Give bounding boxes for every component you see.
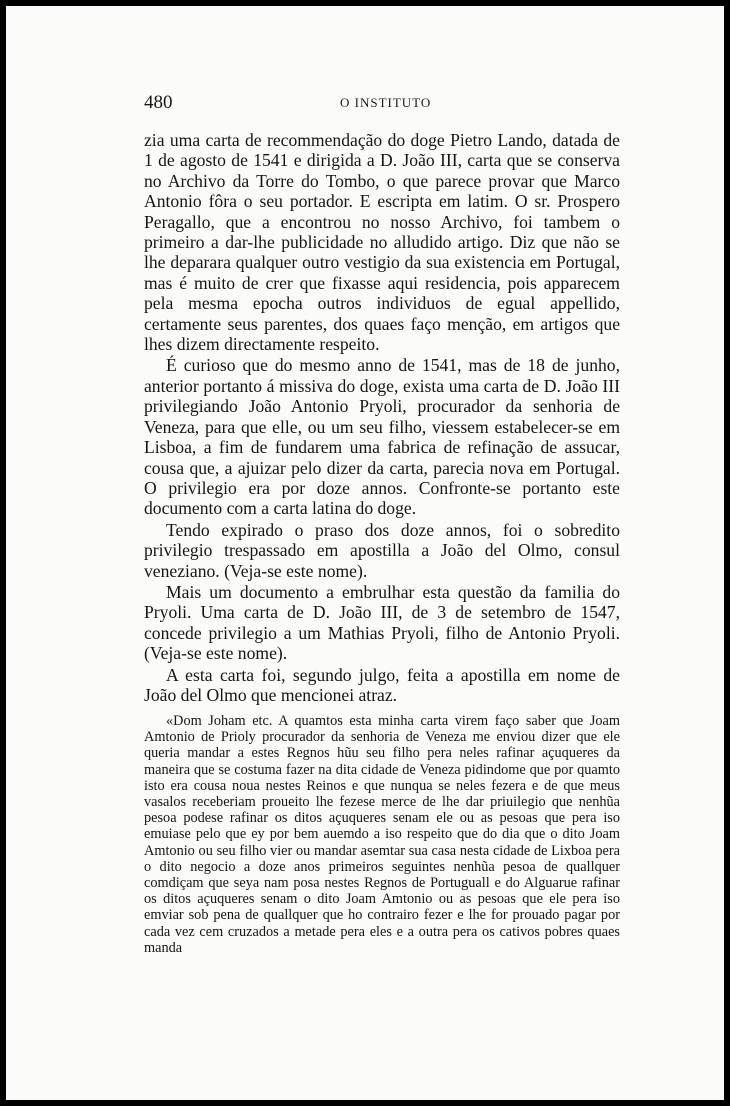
page-header [144,92,620,116]
paragraph: zia uma carta de recommendação do doge Pietro Lando, datada de 1 de agosto de 1541 e dirigida a D. João III, carta que se conserva no Archivo da Torre do Tombo, o que parece provar que Marco Antonio fôra o seu portador. E escripta em latim. O sr. Prospero Peragallo, que a encontrou no nosso Archivo, foi tambem o primeiro a dar-lhe publicidade no alludido artigo. Diz que não se lhe deparara qualquer outro vestigio da sua existencia em Portugal, mas é muito de crer que fixasse aqui residencia, pois apparecem pela mesma epocha outros individuos de egual appellido, certamente seus parentes, dos quaes faço menção, em artigos que lhes dizem directamente respeito. [144,130,620,355]
paragraph: É curioso que do mesmo anno de 1541, mas de 18 de junho, anterior portanto á missiva do doge, exista uma carta de D. João III privilegiando João Antonio Pryoli, procurador da senhoria de Veneza, para que elle, ou um seu filho, viessem estabelecer-se em Lisboa, a fim de fundarem uma fabrica de refinação de assucar, cousa que, a ajuizar pelo dizer da carta, parecia nova em Portugal. O privilegio era por doze annos. Confronte-se portanto este documento com a carta latina do doge. [144,355,620,519]
document-quotation [144,713,620,956]
paragraph: Mais um documento a embrulhar esta questão da familia do Pryoli. Uma carta de D. João III, de 3 de setembro de 1547, concede privilegio a um Mathias Pryoli, filho de Antonio Pryoli. (Veja-se este nome). [144,581,620,664]
running-title: O INSTITUTO [340,95,432,110]
quotation-text: «Dom Joham etc. A quamtos esta minha carta virem faço saber que Joam Amtonio de Prioly procurador da senhoria de Veneza me enviou dizer que ele queria mandar a estes Regnos hũu seu filho pera neles rafinar açuqueres da maneira que se costuma fazer na dita cidade de Veneza pidindome que por quamto isto era cousa noua nestes Reinos e que nunqua se neles fezera e de que meus vasalos receberiam proueito lhe fezese merce de lhe dar priuilegio que nenhũa pesoa podese rafinar os ditos açuqueres senam ele ou as pesoas que pera iso emuiase pelo que ey por bem auemdo a iso respeito que do dia que o dito Joam Amtonio ou seu filho vier ou mandar asemtar sua casa nesta cidade de Lixboa pera o dito negocio a doze anos primeiros seguintes nenhũa pesoa de quallquer comdiçam que seya nam posa nestes Regnos de Portuguall e do Alguarue rafinar os ditos açuqueres senam o dito Joam Amtonio ou as pesoas que ele pera iso emviar sob pena de quallquer que ho contrairo fezer e lhe for prouado pagar por cada vez cem cruzados a metade pera eles e a outra pera os cativos pobres quaes manda [144,713,620,956]
main-text [144,130,620,705]
page-number: 480 [144,92,173,113]
paragraph: Tendo expirado o praso dos doze annos, foi o sobredito privilegio trespassado em apostilla a João del Olmo, consul veneziano. (Veja-se este nome). [144,519,620,581]
book-page [6,6,724,1100]
paragraph: A esta carta foi, segundo julgo, feita a apostilla em nome de João del Olmo que mencionei atraz. [144,664,620,705]
